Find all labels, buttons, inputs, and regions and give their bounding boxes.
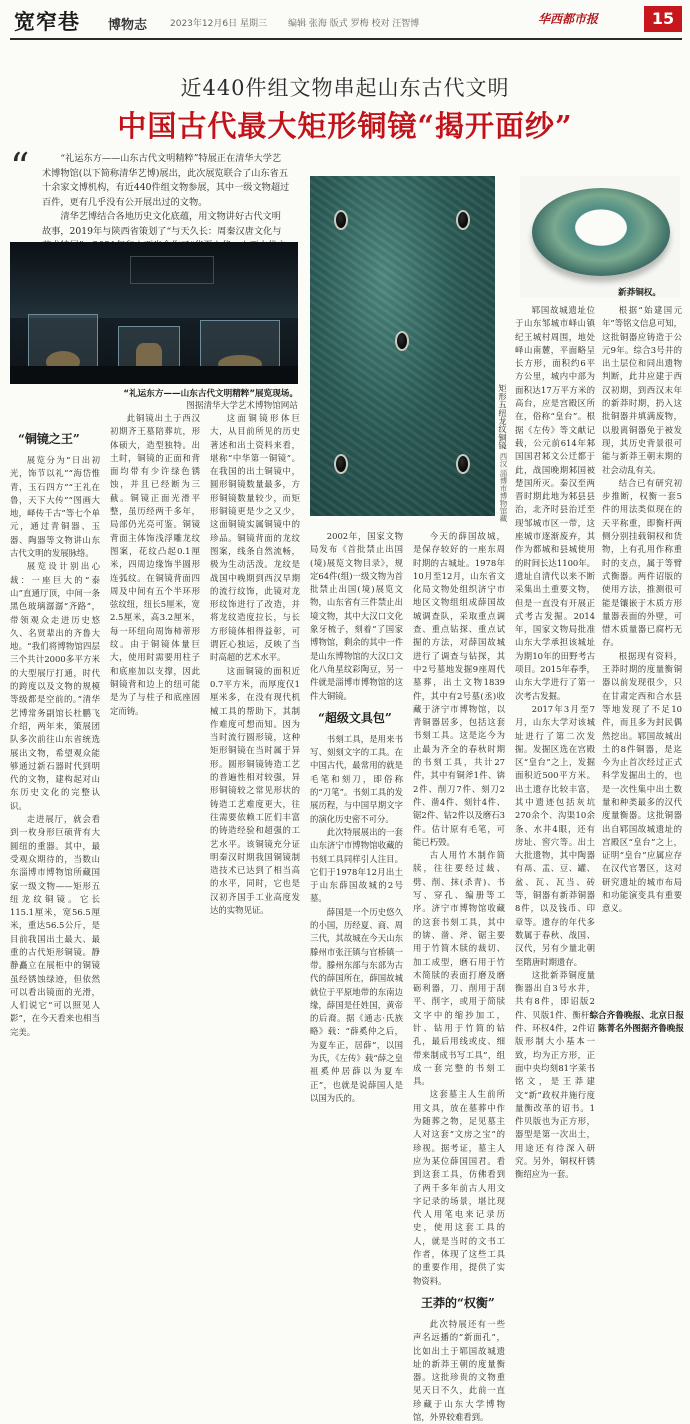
bronze-mirror-photo (310, 176, 495, 516)
text-column-1 (10, 424, 100, 1037)
body-paragraph: 展览设计别出心裁：一座巨大的“泰山”直通厅顶，中间一条黑色玻璃潺潺“齐路”，带领观众走进历史悠久、名贤辈出的齐鲁大地。“我们将博物馆四层三个共计2000多平方米的大型展厅打通，时代的跨度以及文物的规模等级都是空前的。”清华艺博常务副馆长杜鹏飞介绍，两年来，策展团队多次前往山东省统选展出文物，希望观众能够通过新石器时代到明代的文物，建构起对山东历史文化的完整认识。 (10, 561, 100, 811)
source-line: 陈菁名外图据齐鲁晚报 (598, 1024, 684, 1034)
text-column-4 (310, 530, 403, 1103)
body-paragraph: 根据“始建国元年”等铭文信息可知，这批铜器应铸造于公元9年。综合3号井的出土层位和同出遗物判断，此井应建于西汉初期，到西汉末年的新莽时期，扔入这批铜器并填满废物，以般离铜器免于被发现，其历史背景很可能与新莽王朝末期的社会动乱有关。 (602, 305, 682, 475)
photo-wall (10, 242, 298, 318)
text-column-6 (515, 304, 595, 1180)
body-paragraph: 书刻工具，是用来书写、刻刻文字的工具。在中国古代，最常用的就是毛笔和刻刀，即俗称的“刀笔”。书刻工具的发展历程，与中国早期文字的演化历史密不可分。 (310, 733, 403, 824)
body-paragraph: 2002年，国家文物局发布《首批禁止出国(境)展览文物目录》，规定64件(组)一级文物为首批禁止出国(境)展览文物，山东省有三件禁止出境文物，其中大汉口文化象牙梳子，刻着“了国家博物馆，剩余的其中一件是山东博物馆的大汉口文化八角星纹彩陶豆，另一件就是淄博市博物馆的这件大铜镜。 (310, 531, 403, 701)
body-paragraph: 此铜镜出土于西汉初期齐王墓陪葬坑，形体硕大，造型独特。出土时，铜镜的正面和背面均带有少许绿色锈蚀，并且已经断为三截。铜镜正面光滑平整，虽历经两千多年，局部仍光亮可鉴。铜镜背面主体饰浅浮雕龙纹图案，花纹凸起0.1厘米，四周边缘饰半圆形连弧纹。在铜镜背面四周及中间有五个半环形弦纹纽，纽长5厘米，宽2.5厘米，高3.2厘米，每一环纽向周饰柿蒂形纹。由于铜镜体量巨大，使用时需要用柱子和底座加以支撑，因此铜镜背和边上的纽可能是为了与柱子和底座固定而铸。 (110, 413, 200, 716)
text-column-3 (210, 412, 300, 1034)
newspaper-logo: 华西都市报 (538, 12, 599, 26)
intro-paragraph: “礼运东方——山东古代文明精粹”特展正在清华大学艺术博物馆(以下简称清华艺博)展出，此次展览联合了山东省五十余家文博机构，有近440件组文物参展，其中一级文物超过百件，更有几乎没有公开展出过的文物。 (42, 153, 290, 208)
source-credits (560, 1010, 684, 1036)
article-title: 中国古代最大矩形铜镜“揭开面纱” (117, 109, 573, 143)
body-paragraph: 展览分为“日出初光，饰节以礼”“海岱惟青，玉石四方”“王礼在鲁，天下大传”“图画大地，峄传千古”等七个单元，通过青铜器、玉器、陶器等文物讲山东古代文明的发展脉络。 (10, 455, 100, 559)
mirror-knob (334, 454, 348, 474)
body-paragraph: 这面铜镜形体巨大，从目前所见的历史著述和出土资料来看，堪称“中华第一铜镜”。在我国的出土铜镜中，圆形铜镜数量最多，方形铜镜数量较少，而矩形铜镜更是少之又少，这面铜镜实属铜镜中的珍品。铜镜背面的龙纹图案，线条自然流畅，极为生动活泼。龙纹是战国中晚期到西汉早期的流行纹饰，此镜对龙形纹饰进行了改造，并将龙纹造度拉长，与长方形镜体相得益彰，可谓匠心独运，反映了当时高超的艺术水平。 (210, 413, 300, 663)
body-paragraph: 郓国故城遗址位于山东邹城市峄山镇纪王城村周围，地处峄山南麓，平面略呈长方形，面积约6平方公里，城内中部为面积达17万平方米的高台，应是宫殿区所在，俗称“皇台”。根据《左传》等文献记载，公元前614年邾国国君邾文公迁都于此，战国晚期邾国被楚国所灭。秦汉至两晋时期此地为邾县县治，北齐时县治迁至现邹城市区一带，这座城市逐渐废弃，其作为都城和县城使用的时间长达1100年。遗址自清代以来不断采集出土重要文物，但是一直没有开展正式考古发掘。2014年，国家文物局批准山东大学承担该城址为期10年的田野考古项目。2015年春季，山东大学进行了第一次考古发掘。 (515, 305, 595, 701)
body-paragraph: 今天的薛国故城，是保存较好的一座东周时期的古城址。1978年10月至12月，山东省文化局文物处组织济宁市地区文物组组成薛国故城调查队，采取重点调查、重点钻探、重点试掘的方法，对薛国故城进行了调查与钻探，其中2号墓地发掘9座周代墓葬，出土文物1839件，其中有2号墓(丞)收藏于济宁市博物馆，以青铜器居多，包括这套书刻工具。这是迄今为止最为齐全的春秋时期的书刻工具，共计27件，其中有铜斧1件、锛2件、削刀7件、刻刀2件、凿4件、刻针4件、锯2件、钻2件以及磨石3件。估计原有毛笔，可能已朽毁。 (413, 531, 505, 847)
section-name: 博物志 (108, 18, 148, 33)
issue-date: 2023年12月6日 星期三 (170, 19, 267, 29)
body-paragraph: 走进展厅，就会看到一枚身形巨硕背有大圆纽的重器。其中，最受观众期待的，当数山东淄博市博物馆所藏国家一级文物——矩形五纽龙纹铜镜。它长115.1厘米，宽56.5厘米，重达56.5公斤，是目前我国出土最大、最重的古代矩形铜镜。静静矗立在展柜中的铜镜虽经锈蚀绿迹，但依然可以看出镜面的光滑，人们说它“可以照见人影”，在今天看来也相当完美。 (10, 814, 100, 1037)
text-column-2 (110, 412, 200, 1034)
quote-mark-icon: “ (10, 145, 30, 189)
staff-credits: 编辑 张海 版式 罗梅 校对 汪智博 (288, 19, 420, 29)
article-subtitle: 近440件组文物串起山东古代文明 (180, 76, 510, 100)
caption-title: “礼运东方——山东古代文明精粹”展览现场。 (123, 389, 298, 399)
mirror-photo-caption (497, 384, 509, 522)
exhibition-photo-caption (10, 388, 298, 412)
body-paragraph: 结合已有研究初步推断，权衡一套5件的用法类似现在的天平称重，即衡杆两侧分别挂载铜权和货物，上有孔用作称重时的支点，属于等臂式衡器。两件诏版的使用方法，推测很可能是镶嵌于木质方形量器表面的外壁，可惜木质量器已腐朽无存。 (602, 477, 682, 648)
page-number-badge: 15 (644, 6, 682, 32)
body-paragraph: 这面铜镜的面积近0.7平方米，而厚度仅1厘米多，在没有现代机械工具的帮助下，其制作难度可想而知。因为当时流行圆形镜，这种矩形铜镜在当时属于异形。圆形铜镜铸造工艺的普遍性相对较强，异形铜镜较之常见形状的铸造工艺难度更大，往往需要依赖工匠们丰富的铸造经验和超强的工艺水平。该铜镜充分证明秦汉时期我国铜镜制造技术已达到了相当高的水平，同时，它也是汉初齐国手工业高度发达的实物见证。 (210, 665, 300, 915)
header-divider (10, 38, 682, 40)
headline-block (0, 60, 690, 143)
section-heading: 王莽的“权衡” (421, 1295, 495, 1310)
page-header (0, 0, 690, 42)
body-paragraph: 根据现有资料，王莽时期的度量衡铜器以前发现很少，只在甘肃定西和合水县等地发现了不足10件，而且多为封民偶然挖出。郓国故城出土的8件铜器，是迄今为止首次经过正式科学发掘出土的，也是一次性集中出土数量和种类最多的汉代度量衡器。这批铜器出自郓国故城遗址的宫殿区“皇台”之上，证明“皇台”应属应存在汉代官署区，这对研究遗址的城市布局和功能演变具有重要意义。 (602, 650, 682, 914)
source-line: 综合齐鲁晚报、北京日报 (589, 1011, 684, 1021)
body-paragraph: 古人用竹木制作简牍，往往要经过裁、劈、削、抹(杀青)、书写、穿孔、编册等工序。济宁市博物馆收藏的这套书刻工具，其中的锛、凿、斧、锯主要用于竹简木牍的裁切、加工成型，磨石用于竹木简牍的表面打磨及磨砺利器，刀、削用于刮平、削字，或用于简牍文字中的缩抄加工，针、钻用于竹简的钻孔，最后用线或皮、细带来制成书写工具”，组成一套完整的书刻工具。 (413, 850, 505, 1087)
text-column-5 (413, 530, 505, 1422)
mirror-knob (334, 210, 348, 230)
body-paragraph: 2017年3月至7月，山东大学对该城址进行了第二次发掘。发掘区选在宫殿区“皇台”之上，发掘面积近500平方米。出土遗存比较丰富，其中遗迹包括灰坑270余个、沟渠10余条、水井4眼，还有房址、窖穴等。出土大批遗物，其中陶器有鬲、盂、豆、罐、盆、瓦、瓦当、砖等，铜器有新莽铜器8件，以及钱币、印章等。遗存的年代多数属于春秋、战国、汉代，另有少量北朝至隋唐时期遗存。 (515, 703, 595, 967)
mirror-knob (456, 210, 470, 230)
caption-credit: 图据清华大学艺术博物馆网站 (186, 401, 298, 411)
body-paragraph: 薛国是一个历史悠久的小国，历经夏、商、周三代，其故城在今天山东滕州市张汪镇与官桥镇一带。滕州东部与东部为古代的薛国所在，薛国故城就位于平原地带的东南边缘，薛国是任姓国，黄帝的后裔。据《通志·氏族略》载：“薛奚仲之后，为夏车正，居薛”，以国为氏，《左传》载“薛之皇祖奚仲居薛以为夏车正”，也就是说薛国人是以国为氏的。 (310, 906, 403, 1103)
mirror-knob (395, 331, 409, 351)
photo-wall-sign (130, 256, 214, 284)
mirror-knob (456, 454, 470, 474)
bronze-weight-ring (532, 188, 670, 276)
body-paragraph: 这套墓主人生前所用文具，放在墓葬中作为随葬之物，足见墓主人对这套“文房之宝”的珍视。据考证，墓主人应为某位薛国国君。看到这套工具，仿佛看到了两千多年前古人用文字记录的场景，堪比现代人用笔电来记录历史，使用这套工具的人，就是当时的文书工作者，体现了这些工具的重要作用，提供了实物资料。 (413, 1089, 505, 1286)
section-heading: “超级文具包” (318, 710, 392, 725)
intro-paragraph: 清华艺博结合各地历史文化底蕴，用文物讲好古代文明故事，2019年与陕西省策划了“与天久长：周秦汉唐文化与 (42, 211, 282, 237)
column-name: 宽窄巷 (14, 9, 80, 34)
bronze-weight-photo (520, 176, 680, 298)
photo-floor (10, 366, 298, 384)
caption-credit: 西汉 淄博市博物馆藏 (499, 452, 508, 523)
body-paragraph: 这批新莽铜度量衡器出自3号水井，共有8件，即诏版2件、贝版1件、衡杆1件、环权4件，2件诏版形制大小基本一致，均为正方形，正面中央均刻81字莱书铭文，是王莽建文“新”政权并施行度量衡改革的诏书。1件贝版也为正方形，器型是第一次出土，用途还有待深入研究。另外，铜权杆锈衡绍应为一套。 (515, 969, 595, 1180)
body-paragraph: 此次特展还有一些声名远播的“新面孔”，比如出土于郓国故城遗址的新莽王朝的度量衡器。这批珍贵的文物重见天日不久，此前一直珍藏于山东大学博物馆，外界较难看到。 (413, 1318, 505, 1422)
weight-photo-caption: 新莽铜权。 (618, 288, 661, 298)
body-paragraph: 此次特展展出的一套山东济宁市博物馆收藏的书刻工具同样引人注目。它们于1978年12月出土于山东薛国故城的2号墓。 (310, 826, 403, 904)
caption-title: 矩形五纽龙纹铜镜 (498, 384, 508, 450)
text-column-7 (602, 304, 682, 1034)
exhibition-hall-photo (10, 242, 298, 384)
section-heading: “铜镜之王” (18, 432, 80, 446)
